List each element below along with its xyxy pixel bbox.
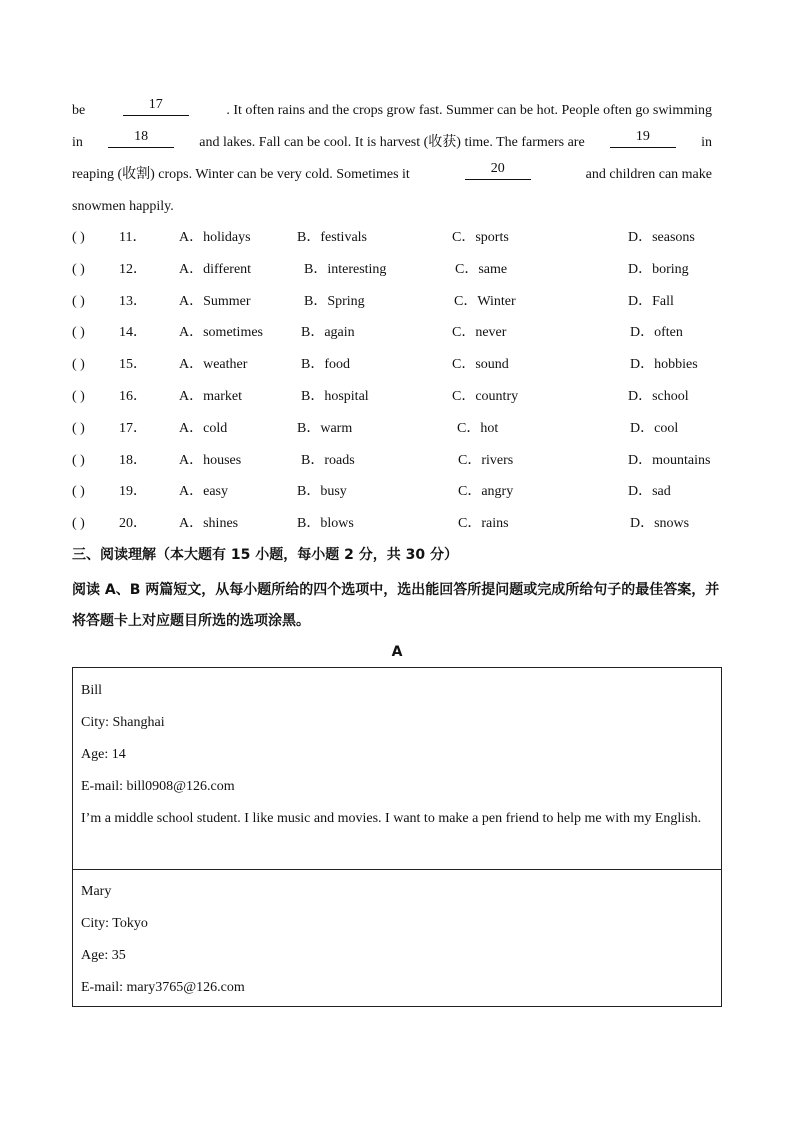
profile-mary <box>81 876 713 1004</box>
question-row <box>72 508 732 540</box>
answer-paren: ( ) <box>72 388 85 404</box>
passage-line-2 <box>72 127 712 159</box>
option-a: A．shines <box>179 516 239 532</box>
option-a: A．market <box>179 388 242 404</box>
option-a: A．easy <box>179 484 228 500</box>
blank-19: 19 <box>610 127 676 148</box>
option-d: D．mountains <box>628 452 711 468</box>
profile-email: E-mail: mary3765@126.com <box>81 980 245 995</box>
passage-text: in <box>701 135 712 150</box>
passage-a-label: A <box>391 644 403 660</box>
passage-text: reaping (收割) crops. Winter can be very cold. Sometimes it <box>72 167 410 182</box>
passage-text: and children can make <box>585 167 712 182</box>
pen-friend-table <box>72 667 722 1007</box>
option-b: B．interesting <box>304 261 387 277</box>
question-row <box>72 317 732 349</box>
answer-paren: ( ) <box>72 261 85 277</box>
answer-paren: ( ) <box>72 452 85 468</box>
answer-paren: ( ) <box>72 230 85 245</box>
option-c: C．angry <box>458 484 514 500</box>
passage-line-1 <box>72 95 712 127</box>
answer-paren: ( ) <box>72 420 85 436</box>
profile-name: Bill <box>81 683 103 698</box>
profile-city: City: Shanghai <box>81 715 165 730</box>
question-row <box>72 254 732 286</box>
option-b: B．festivals <box>297 230 367 245</box>
option-d: D．boring <box>628 261 689 277</box>
option-c: C．rivers <box>458 452 514 468</box>
option-b: B．warm <box>297 420 353 436</box>
option-d: D．cool <box>630 420 679 436</box>
question-row <box>72 349 732 381</box>
option-a: A．different <box>179 261 252 277</box>
option-a: A．houses <box>179 452 242 468</box>
option-c: C．rains <box>458 516 509 532</box>
question-number: 13． <box>119 293 147 309</box>
option-a: A．holidays <box>179 230 251 245</box>
table-divider <box>73 869 721 870</box>
option-b: B．Spring <box>304 293 365 309</box>
passage-line-4 <box>72 191 712 223</box>
option-d: D．seasons <box>628 230 695 245</box>
option-b: B．busy <box>297 484 347 500</box>
question-row <box>72 476 732 508</box>
option-a: A．weather <box>179 357 248 373</box>
option-d: D．hobbies <box>630 357 698 373</box>
question-number: 19． <box>119 484 147 500</box>
answer-paren: ( ) <box>72 293 85 309</box>
section-instructions: 阅读 A、B 两篇短文，从每小题所给的四个选项中，选出能回答所提问题或完成所给句子的最佳答案，并将答题卡上对应题目所选的选项涂黑。 <box>72 582 720 629</box>
option-c: C．sports <box>452 230 509 245</box>
profile-email: E-mail: bill0908@126.com <box>81 779 235 794</box>
question-row <box>72 222 732 254</box>
option-b: B．blows <box>297 516 354 532</box>
option-b: B．food <box>301 357 350 373</box>
answer-options-list <box>72 222 732 540</box>
question-number: 20． <box>119 516 147 532</box>
option-a: A．Summer <box>179 293 251 309</box>
option-c: C．sound <box>452 357 509 373</box>
answer-paren: ( ) <box>72 357 85 373</box>
option-d: D．sad <box>628 484 671 500</box>
question-number: 17． <box>119 420 147 436</box>
profile-age: Age: 35 <box>81 948 126 963</box>
option-c: C．hot <box>457 420 499 436</box>
question-number: 18． <box>119 452 147 468</box>
passage-text: snowmen happily. <box>72 199 174 214</box>
blank-18: 18 <box>108 127 174 148</box>
option-d: D．snows <box>630 516 690 532</box>
question-number: 14． <box>119 325 147 341</box>
question-number: 15． <box>119 357 147 373</box>
blank-20: 20 <box>465 159 531 180</box>
answer-paren: ( ) <box>72 516 85 532</box>
answer-paren: ( ) <box>72 484 85 500</box>
question-row <box>72 445 732 477</box>
question-number: 11． <box>119 230 147 245</box>
option-c: C．never <box>452 325 507 341</box>
option-b: B．roads <box>301 452 355 468</box>
passage-text: be <box>72 103 86 118</box>
passage-text: . It often rains and the crops grow fast. Summer can be hot. People often go swimming <box>226 103 712 118</box>
option-a: A．cold <box>179 420 228 436</box>
option-a: A．sometimes <box>179 325 263 341</box>
profile-city: City: Tokyo <box>81 916 148 931</box>
question-number: 16． <box>119 388 147 404</box>
passage-line-3 <box>72 159 712 191</box>
question-row <box>72 413 732 445</box>
option-c: C．Winter <box>454 293 516 309</box>
question-number: 12． <box>119 261 147 277</box>
profile-name: Mary <box>81 884 112 899</box>
question-row <box>72 381 732 413</box>
profile-intro: I’m a middle school student. I like music and movies. I want to make a pen friend to help me with my English. <box>81 811 702 826</box>
option-b: B．again <box>301 325 355 341</box>
cloze-passage <box>72 95 712 223</box>
option-d: D．school <box>628 388 689 404</box>
option-d: D．often <box>630 325 683 341</box>
profile-age: Age: 14 <box>81 747 126 762</box>
section-heading: 三、阅读理解（本大题有 15 小题，每小题 2 分，共 30 分） <box>72 547 458 563</box>
question-row <box>72 286 732 318</box>
blank-17: 17 <box>123 95 189 116</box>
option-d: D．Fall <box>628 293 674 309</box>
option-b: B．hospital <box>301 388 369 404</box>
passage-text: and lakes. Fall can be cool. It is harvest (收获) time. The farmers are <box>199 135 585 150</box>
option-c: C．same <box>455 261 508 277</box>
passage-text: in <box>72 135 83 150</box>
option-c: C．country <box>452 388 519 404</box>
profile-bill <box>81 675 713 835</box>
answer-paren: ( ) <box>72 325 85 341</box>
